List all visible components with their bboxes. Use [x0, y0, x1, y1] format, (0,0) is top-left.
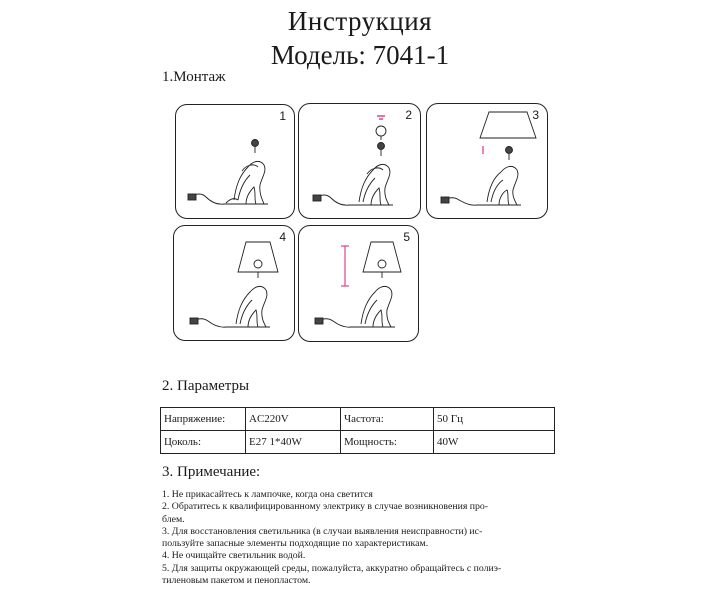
note-line: блем. — [162, 513, 185, 525]
note-line: пользуйте запасные элементы подходящие по характеристикам. — [162, 538, 429, 550]
assembly-step-1 — [175, 104, 295, 219]
step-number: 5 — [403, 230, 410, 244]
assembly-step-2 — [298, 103, 421, 219]
note-line: 2. Обратитесь к квалифицированному электрику в случае возникновения про- — [162, 501, 489, 513]
step-number: 3 — [532, 108, 539, 122]
table-row — [161, 408, 555, 431]
assembly-step-3 — [426, 103, 548, 219]
step-3-illustration — [427, 104, 547, 218]
assembly-step-4 — [173, 225, 295, 341]
page-title: Инструкция — [287, 6, 433, 36]
section-assembly-heading: 1.Монтаж — [162, 69, 226, 85]
note-line: 3. Для восстановления светильника (в случаи выявления неисправности) ис- — [162, 525, 483, 537]
param-label-voltage: Напряжение: — [161, 408, 246, 431]
note-line: 5. Для защиты окружающей среды, пожалуйста, аккуратно обращайтесь с полиэ- — [162, 562, 502, 574]
table-row — [161, 431, 555, 454]
assembly-step-5 — [298, 225, 419, 342]
step-number: 2 — [405, 108, 412, 122]
step-5-illustration — [299, 226, 418, 341]
note-line: тиленовым пакетом и пенопластом. — [162, 575, 311, 587]
note-line: 1. Не прикасайтесь к лампочке, когда она светится — [162, 489, 373, 500]
note-line: 4. Не очищайте светильник водой. — [162, 550, 306, 562]
step-number: 1 — [279, 109, 286, 123]
param-label-frequency: Частота: — [341, 408, 434, 431]
param-value-socket: E27 1*40W — [246, 431, 341, 454]
section-params-heading: 2. Параметры — [162, 378, 250, 394]
param-value-frequency: 50 Гц — [434, 408, 555, 431]
step-2-illustration — [299, 104, 420, 218]
step-number: 4 — [279, 230, 286, 244]
step-4-illustration — [174, 226, 294, 340]
param-label-socket: Цоколь: — [161, 431, 246, 454]
parameters-table — [160, 407, 555, 454]
param-value-power: 40W — [434, 431, 555, 454]
param-label-power: Мощность: — [341, 431, 434, 454]
notes-list — [162, 489, 562, 587]
step-1-illustration — [176, 105, 294, 218]
section-notes-heading: 3. Примечание: — [162, 464, 261, 480]
model-title: Модель: 7041-1 — [270, 40, 450, 70]
param-value-voltage: AC220V — [246, 408, 341, 431]
